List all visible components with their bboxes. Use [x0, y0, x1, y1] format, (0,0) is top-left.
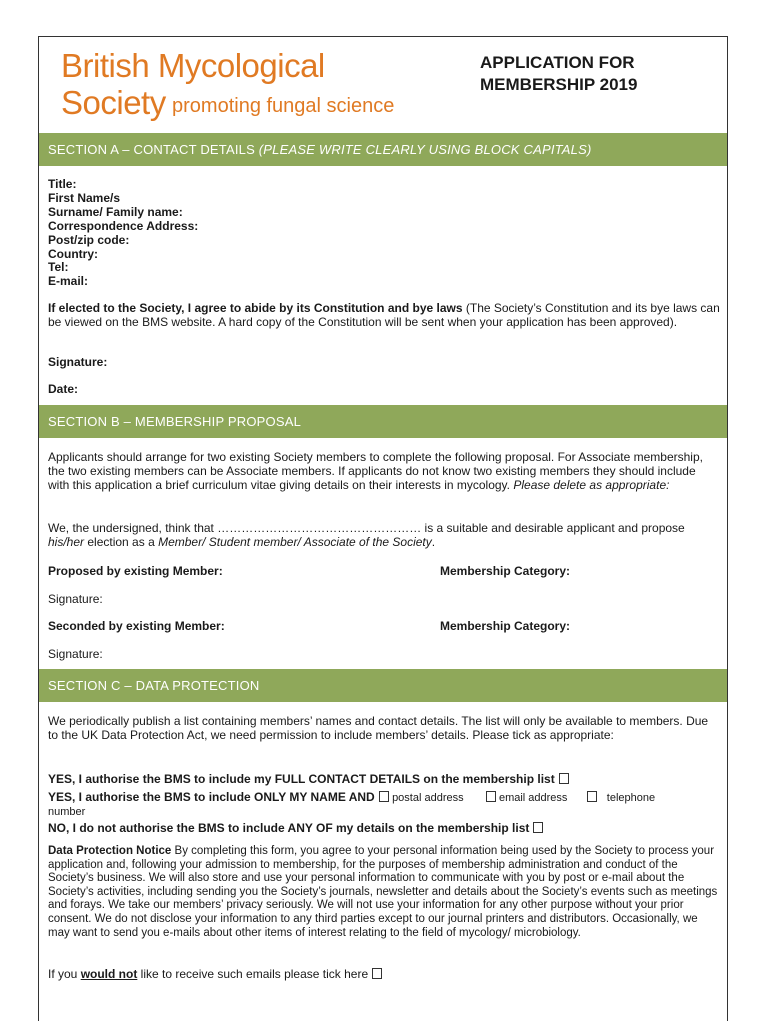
- proposer-signature-field[interactable]: Signature:: [48, 592, 103, 606]
- notice-heading: Data Protection Notice: [48, 845, 172, 857]
- email-address-checkbox[interactable]: [486, 791, 496, 802]
- logo-line-2: Society: [61, 84, 166, 121]
- option-name-only-label: YES, I authorise the BMS to include ONLY MY NAME AND: [48, 790, 375, 804]
- email-opt-out-checkbox[interactable]: [372, 968, 382, 979]
- section-c-heading: SECTION C – DATA PROTECTION: [39, 669, 727, 702]
- email-address-label: email address: [498, 792, 568, 804]
- seconder-signature-field[interactable]: Signature:: [48, 647, 103, 661]
- statement-membership-type: Member/ Student member/ Associate of the Society: [158, 535, 432, 550]
- constitution-agreement: [48, 301, 720, 329]
- telephone-label: telephone: [606, 792, 656, 804]
- option-full-details-label: YES, I authorise the BMS to include my FULL CONTACT DETAILS on the membership list: [48, 772, 555, 786]
- proposal-intro-note: Please delete as appropriate:: [513, 478, 670, 493]
- opt-out-prefix: If you: [48, 967, 81, 981]
- surname-field[interactable]: Surname/ Family name:: [48, 204, 183, 219]
- contact-fields: [48, 178, 720, 289]
- email-field[interactable]: E-mail:: [48, 274, 89, 289]
- option-name-only: [48, 790, 720, 805]
- form-title-line-2: MEMBERSHIP 2019: [480, 75, 638, 94]
- form-title: [480, 52, 637, 96]
- postal-address-checkbox[interactable]: [379, 791, 389, 802]
- section-a-heading-text: SECTION A – CONTACT DETAILS: [48, 142, 255, 157]
- opt-out-text: like to receive such emails please tick here: [137, 967, 369, 981]
- section-a-heading: [39, 133, 727, 166]
- form-title-line-1: APPLICATION FOR: [480, 53, 635, 72]
- proposed-by-field[interactable]: Proposed by existing Member:: [48, 564, 223, 578]
- statement-pronoun: his/her: [48, 535, 85, 550]
- data-protection-intro: We periodically publish a list containing members’ names and contact details. The list will only be available to members. Due to the UK Data Protection Act, we need permission to include members’ details. Please tick as appropriate:: [48, 714, 709, 743]
- no-details-checkbox[interactable]: [533, 822, 543, 833]
- logo-line-1: British Mycological: [61, 47, 325, 84]
- section-b-heading: SECTION B – MEMBERSHIP PROPOSAL: [39, 405, 727, 438]
- notice-text: By completing this form, you agree to your personal information being used by the Society to process your application and, following your admission to membership, for the purposes of membership administration and conduct of the Society’s business. We will also store and use your personal information to communicate with you by post or e-mail about the Society’s activities, including sending you the Society’s journals, newsletter and details about the Society’s events such as meetings and forays. We take our members’ privacy seriously. We will not use your information for any other purpose without your prior consent. We do not disclose your information to any third parties except to our journal printers and distributors. Occasionally, we may want to send you e-mails about other items of interest relating to the field of mycology/ microbiology.: [48, 845, 718, 939]
- postcode-field[interactable]: Post/zip code:: [48, 232, 130, 247]
- tel-field[interactable]: Tel:: [48, 260, 69, 275]
- agreement-text: (The Society’s Constitution and its bye laws can be viewed on the BMS website. A hard copy of the Constitution will be sent when your application has been approved).: [48, 301, 720, 330]
- title-field[interactable]: Title:: [48, 177, 77, 191]
- membership-category-field-1[interactable]: Membership Category:: [440, 564, 571, 578]
- statement-part-3: .: [431, 535, 436, 550]
- address-field[interactable]: Correspondence Address:: [48, 218, 199, 233]
- signature-a-field[interactable]: Signature:: [48, 355, 108, 369]
- first-name-field[interactable]: First Name/s: [48, 190, 121, 205]
- proposal-statement: [48, 521, 720, 549]
- date-field[interactable]: Date:: [48, 382, 79, 396]
- email-opt-out: [48, 967, 720, 981]
- data-protection-notice: [48, 845, 720, 940]
- option-no-details-label: NO, I do not authorise the BMS to include ANY OF my details on the membership list: [48, 821, 530, 835]
- seconded-by-field[interactable]: Seconded by existing Member:: [48, 619, 225, 633]
- statement-part-1: We, the undersigned, think that …………………………………………… is a suitable and desirable applicant and propose: [48, 521, 685, 535]
- telephone-checkbox[interactable]: [587, 791, 597, 802]
- option-no-details: [48, 821, 720, 835]
- country-field[interactable]: Country:: [48, 246, 98, 261]
- logo-tagline: promoting fungal science: [172, 95, 395, 117]
- agreement-bold: If elected to the Society, I agree to abide by its Constitution and bye laws: [48, 301, 463, 315]
- postal-address-label: postal address: [392, 792, 464, 804]
- option-full-details: [48, 772, 720, 786]
- statement-part-2: election as a: [84, 535, 159, 550]
- full-details-checkbox[interactable]: [559, 773, 569, 784]
- membership-category-field-2[interactable]: Membership Category:: [440, 619, 571, 633]
- proposal-intro: [48, 450, 720, 493]
- telephone-number-label: number: [48, 806, 86, 818]
- section-a-heading-note: (PLEASE WRITE CLEARLY USING BLOCK CAPITALS): [258, 142, 592, 157]
- proposal-intro-text: Applicants should arrange for two existing Society members to complete the following proposal. For Associate membership, the two existing members can be Associate members. If applicants do not know two existing members they should include with this application a brief curriculum vitae giving details on their interests in mycology.: [48, 450, 703, 493]
- opt-out-emphasis: would not: [80, 967, 138, 981]
